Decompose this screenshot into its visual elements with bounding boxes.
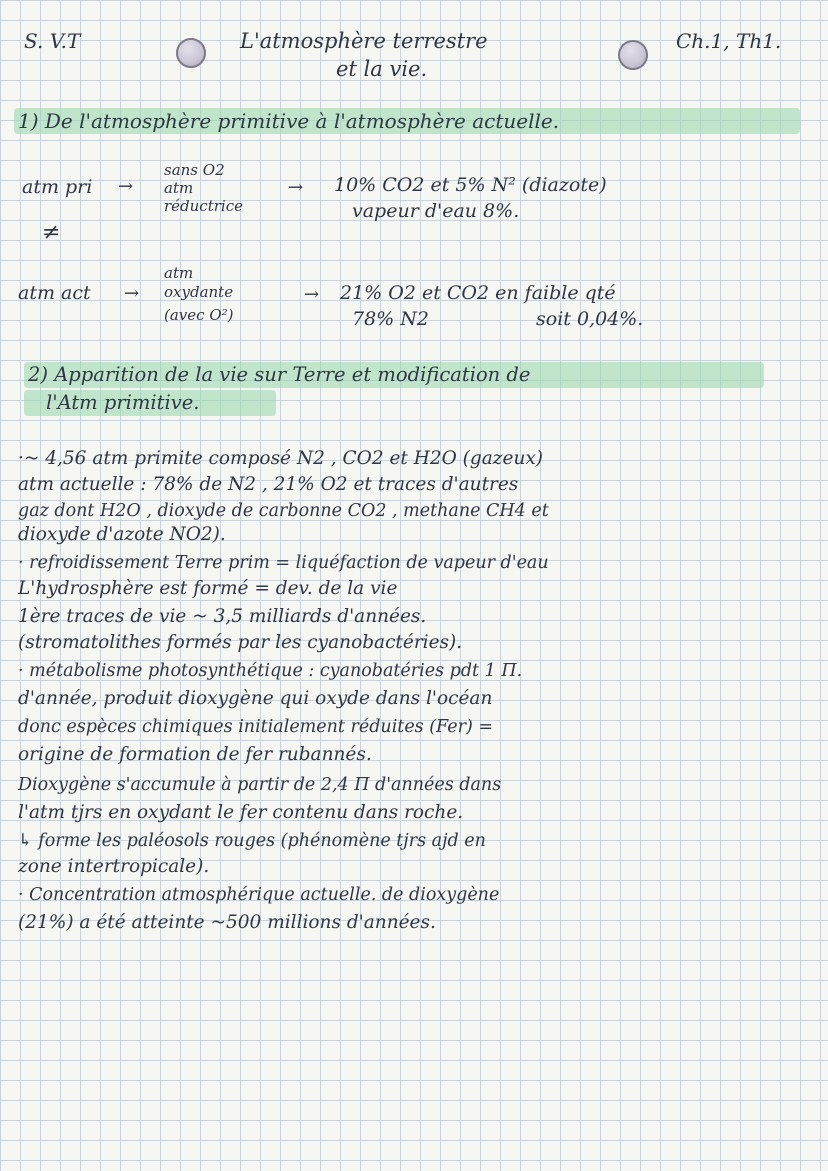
body-line-5: · refroidissement Terre prim = liquéfaction de vapeur d'eau: [18, 553, 549, 573]
subject-label: S. V.T: [24, 29, 81, 53]
binder-hole-right: [618, 40, 648, 70]
body-line-18: (21%) a été atteinte ~500 millions d'années.: [18, 912, 436, 933]
page-title-line1: L'atmosphère terrestre: [240, 29, 488, 53]
atm-act-desc-1: atm: [164, 264, 194, 282]
body-line-10: d'année, produit dioxygène qui oxyde dans l'océan: [18, 688, 493, 709]
atm-pri-composition-2: vapeur d'eau 8%.: [352, 200, 520, 222]
body-line-3: gaz dont H2O , dioxyde de carbonne CO2 , methane CH4 et: [18, 501, 549, 521]
body-line-4: dioxyde d'azote NO2).: [18, 524, 226, 545]
section1-heading: 1) De l'atmosphère primitive à l'atmosphère actuelle.: [18, 109, 560, 133]
section2-heading-line2: l'Atm primitive.: [46, 391, 200, 414]
body-line-12: origine de formation de fer rubannés.: [18, 744, 372, 765]
atm-act-label: atm act: [18, 282, 91, 304]
body-line-11: donc espèces chimiques initialement réduites (Fer) =: [18, 717, 494, 737]
section2-heading-line1: 2) Apparition de la vie sur Terre et modification de: [28, 363, 531, 386]
atm-pri-arrow: →: [118, 176, 134, 197]
body-line-15: ↳ forme les paléosols rouges (phénomène tjrs ajd en: [18, 831, 486, 851]
atm-act-arrow: →: [124, 283, 140, 304]
page-title-line2: et la vie.: [336, 57, 428, 81]
atm-act-composition-2b: soit 0,04%.: [536, 308, 644, 330]
atm-pri-desc-3: réductrice: [164, 197, 243, 215]
atm-pri-arrow-2: →: [288, 177, 304, 198]
atm-act-composition-1: 21% O2 et CO2 en faible qté: [340, 282, 616, 304]
atm-act-arrow-2: →: [304, 284, 320, 305]
body-line-9: · métabolisme photosynthétique : cyanobatéries pdt 1 Π.: [18, 661, 523, 681]
body-line-1: ·~ 4,56 atm primite composé N2 , CO2 et H2O (gazeux): [18, 448, 544, 469]
chapter-label: Ch.1, Th1.: [676, 29, 782, 53]
binder-hole-left: [176, 38, 206, 68]
atm-act-composition-2a: 78% N2: [352, 308, 429, 330]
body-line-13: Dioxygène s'accumule à partir de 2,4 Π d'années dans: [18, 775, 502, 795]
atm-pri-desc-1: sans O2: [164, 161, 225, 179]
body-line-2: atm actuelle : 78% de N2 , 21% O2 et traces d'autres: [18, 474, 519, 495]
body-line-14: l'atm tjrs en oxydant le fer contenu dans roche.: [18, 802, 464, 823]
not-equal-sign: ≠: [42, 220, 61, 245]
body-line-8: (stromatolithes formés par les cyanobactéries).: [18, 632, 463, 653]
atm-pri-desc-2: atm: [164, 179, 194, 197]
body-line-16: zone intertropicale).: [18, 856, 210, 877]
atm-pri-label: atm pri: [22, 176, 93, 198]
body-line-17: · Concentration atmosphérique actuelle. de dioxygène: [18, 885, 500, 905]
body-line-6: L'hydrosphère est formé = dev. de la vie: [18, 578, 398, 599]
atm-pri-composition-1: 10% CO2 et 5% N² (diazote): [334, 174, 607, 196]
atm-act-desc-3: (avec O²): [164, 306, 234, 324]
body-line-7: 1ère traces de vie ~ 3,5 milliards d'années.: [18, 606, 427, 627]
atm-act-desc-2: oxydante: [164, 283, 234, 301]
